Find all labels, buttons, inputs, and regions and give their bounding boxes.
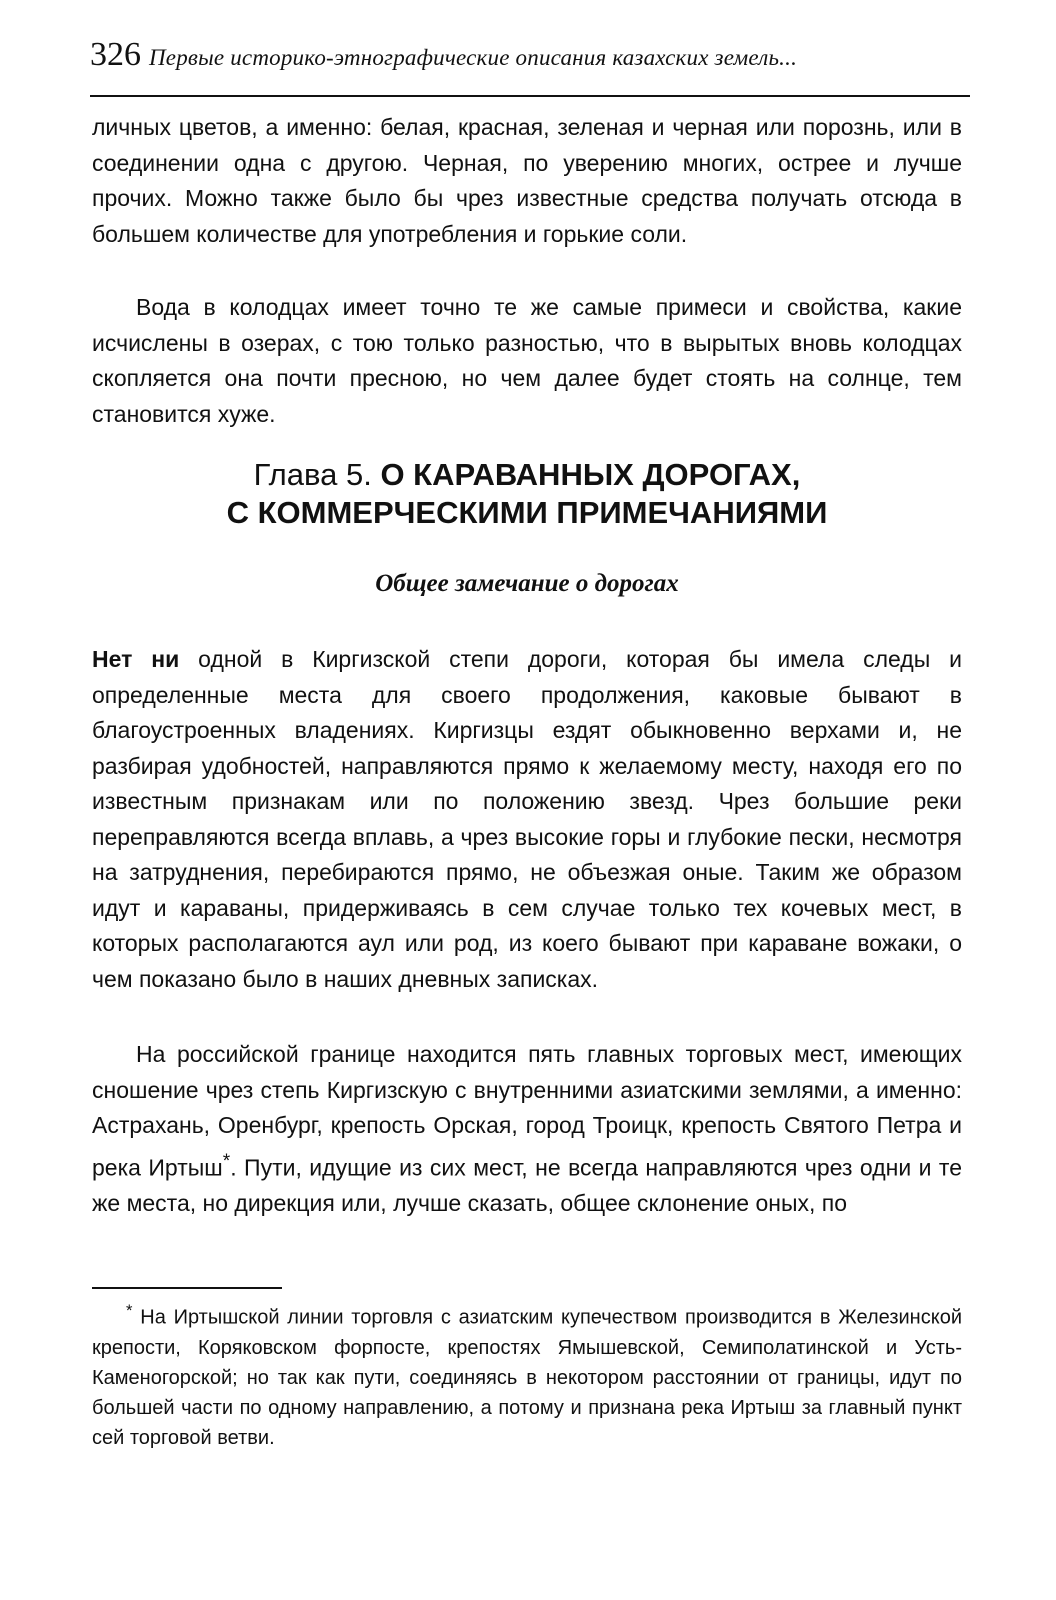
footnote-text: На Иртышской линии торговля с азиатским купечеством производится в Железинской крепости, Коряковском форпосте, крепостях Ямышевской, Семиполатинской и Усть-Каменогорской; но так как пути, соединяясь в некотором расстоянии от границы, идут по большей части по одному направлению, а потому и признана река Иртыш за главный пункт сей торговой ветви. [92, 1306, 962, 1449]
footnote-reference-mark: * [222, 1150, 231, 1172]
paragraph-trade-text-2: . Пути, идущие из сих мест, не всегда направляются чрез одни и те же места, но дирекция или, лучше сказать, общее склонение оных, по [92, 1154, 962, 1216]
section-title: Общее замечание о дорогах [375, 570, 679, 597]
chapter-title [92, 456, 962, 532]
header-rule [90, 95, 970, 97]
chapter-title-line-1 [92, 456, 962, 494]
lead-words: Нет ни [92, 646, 180, 672]
running-header [90, 36, 970, 92]
paragraph-trade-places [92, 1037, 962, 1221]
chapter-title-line-2: С КОММЕРЧЕСКИМИ ПРИМЕЧАНИЯМИ [226, 495, 828, 530]
footnote-rule [92, 1287, 282, 1289]
page-number: 326 [90, 36, 141, 73]
paragraph-wells: Вода в колодцах имеет точно те же самые примеси и свойства, какие исчислены в озерах, с тою только разностью, что в вырытых вновь колодцах скопляется она почти пресною, но чем далее будет стоять на солнце, тем становится хуже. [92, 294, 962, 427]
paragraph-trade-text-1: На российской границе находится пять главных торговых мест, имеющих сношение чрез степь Киргизскую с внутренними азиатскими землями, а именно: Астрахань, Оренбург, крепость Орская, город Троицк, крепость Святого Петра и река Иртыш [92, 1041, 962, 1181]
footnote [92, 1296, 962, 1453]
paragraph-continuation: личных цветов, а именно: белая, красная, зеленая и черная или порознь, или в соединении одна с другою. Черная, по уверению многих, острее и лучше прочих. Можно также было бы чрез известные средства получать отсюда в большем количестве для употребления и горькие соли. [92, 114, 962, 247]
running-title: Первые историко-этнографические описания казахских земель... [149, 45, 798, 70]
footnote-mark: * [126, 1301, 133, 1320]
chapter-number: Глава 5. [253, 457, 372, 492]
chapter-title-text-1: О КАРАВАННЫХ ДОРОГАХ, [371, 457, 801, 492]
paragraph-roads-text: одной в Киргизской степи дороги, которая бы имела следы и определенные места для своего продолжения, каковые бывают в благоустроенных владениях. Киргизцы ездят обыкновенно верхами и, не разбирая удобностей, направляются прямо к желаемому месту, находя его по известным признакам или по положению звезд. Чрез большие реки переправляются всегда вплавь, а чрез высокие горы и глубокие пески, несмотря на затруднения, перебираются прямо, не объезжая оные. Таким же образом идут и караваны, придерживаясь в сем случае только тех кочевых мест, в которых располагаются аул или род, из коего бывают при караване вожаки, о чем показано было в наших дневных записках. [92, 646, 962, 992]
paragraph-roads [92, 642, 962, 997]
